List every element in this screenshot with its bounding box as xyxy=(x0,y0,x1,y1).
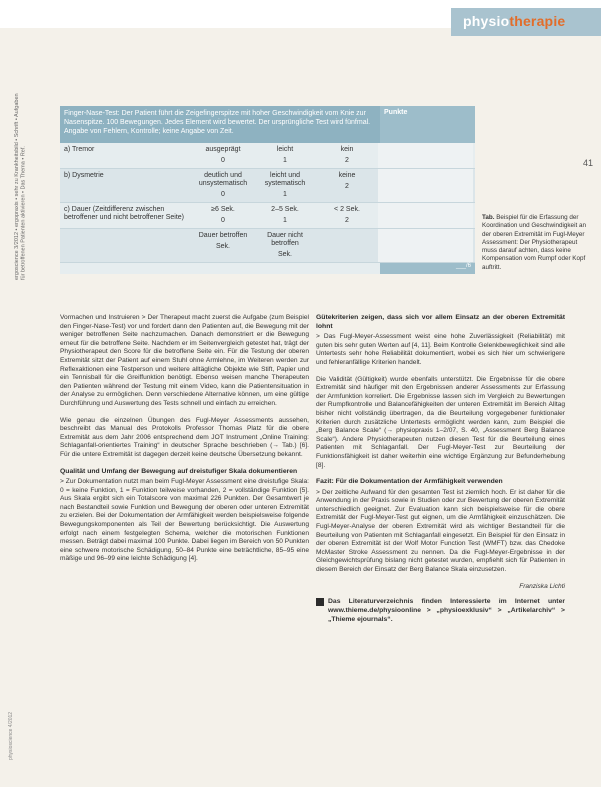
footer-vertical-text: physioscience 4/2012 xyxy=(8,711,14,760)
left-column xyxy=(60,314,309,572)
table-row xyxy=(60,203,475,229)
section-heading: Gütekriterien zeigen, dass sich vor allem Einsatz an der oberen Extremität lohnt xyxy=(316,314,565,330)
assessment-table xyxy=(60,106,475,274)
section-heading: Qualität und Umfang der Bewegung auf dreistufiger Skala dokumentieren xyxy=(60,467,298,475)
literature-note-text[interactable]: Das Literaturverzeichnis finden Interessierte im Internet unter www.thieme.de/physioonline > „physioexklusiv“ > „Artikelarchiv“ > „Thieme ejournals“. xyxy=(328,598,565,624)
table-row xyxy=(60,143,475,169)
table-header xyxy=(60,106,475,143)
caption-label: Tab. xyxy=(482,214,495,221)
table-header-points: Punkte xyxy=(380,106,475,143)
page-number: 41 xyxy=(582,158,593,168)
cell: Dauer betroffen Sek. xyxy=(198,232,248,250)
cell: < 2 Sek. 2 xyxy=(334,206,360,224)
brand-part-2: therapie xyxy=(509,13,566,29)
cell: ≥6 Sek. 0 xyxy=(211,206,235,224)
section-heading: Fazit: Für die Dokumentation der Armfähigkeit verwenden xyxy=(316,478,503,486)
cell: Dauer nicht betroffen Sek. xyxy=(267,232,303,258)
cell xyxy=(316,229,378,262)
row-label: c) Dauer (Zeitdifferenz zwischen betroffener und nicht betroffener Seite) xyxy=(64,206,184,221)
total-score: ___/6 xyxy=(380,263,475,274)
paragraph: Vormachen und Instruieren > Der Therapeut macht zuerst die Aufgabe (zum Beispiel den Finger-Nase-Test) vor und fordert dann den Patienten auf, die Bewegung mit der weniger betroffenen Seite nachzumachen. Danach demonstriert er die Bewegung erneut für die betroffene Seite. Nachdem er im Seitenvergleich getestet hat, trägt der Physiotherapeut den Score für die betroffene Seite ein. Für die Testung der oberen Extremität sitzt der Patient auf einem Stuhl ohne Armlehne, im Weiteren werden zur Reflexaktionen eine Testperson und weitere alltägliche Objekte wie Stift, Papier und ein Tennisball für die Greiffunktion benötigt. Ebenso weisen manche Therapeuten den Patienten während der Testung mit einem Video, kann die Patientensituation in der Analyse zu ermöglichen. Denn verschiedene Alternative können, um eine gültige Durchführung und Auswertung des Tests schnell und einfach zu erreichen. xyxy=(60,314,309,407)
cell: leicht 1 xyxy=(276,146,294,164)
caption-text: Beispiel für die Erfassung der Koordination und Geschwindigkeit an der oberen Extremität im Fugl-Meyer Assessment: Der Physiotherapeut muss darauf achten, dass keine Kompensation vom Rumpf oder Kopf auftritt. xyxy=(482,214,586,271)
brand-part-1: physio xyxy=(463,13,510,29)
row-label xyxy=(60,229,192,262)
points-cell xyxy=(378,143,473,168)
cell: kein 2 xyxy=(340,146,354,164)
paragraph: > Der zeitliche Aufwand für den gesamten Test ist ziemlich hoch. Er ist daher für die Anwendung in der Praxis sowie in Studien oder zur Bewertung der oberen Extremität unterschiedlich geeignet. Zur Evaluation kann sich beispielsweise für die obere Extremität der Fugl-Meyer-Test gut eignen, um die Armfähigkeit einzuschätzen. Die Fugl-Meyer-Analyse der oberen Extremität wird als wichtiger Bestandteil für die Beurteilung von Patienten mit Schlaganfall eingesetzt. Ein Beispiel für den Einsatz in der oberen Extremität ist der Wolf Motor Function Test (WMFT) bzw. das Chedoke McMaster Stroke Assessment zu nennen. Da die Fugl-Meyer-Ergebnisse in der Gleichgewichtsprüfung bislang nicht getestet wurden, empfiehlt sich für Patienten in diesem Bereich der Einsatz der Berg Balance Skala einzusetzen. xyxy=(316,488,565,574)
cell: 2–5 Sek. 1 xyxy=(271,206,299,224)
row-label: a) Tremor xyxy=(64,146,95,153)
right-column xyxy=(316,314,565,624)
author-signature: Franziska Lichti xyxy=(519,582,565,590)
row-label: b) Dysmetrie xyxy=(64,172,104,179)
paragraph: Wie genau die einzelnen Übungen des Fugl-Meyer Assessments aussehen, beschreibt das Manual des Protokolls Professor Thomas Platz für die obere Extremität aus dem Jahr 2006 entsprechend dem JOT Instrument „Online Training: Schlaganfall-orientiertes Training“ in deutscher Sprache beschrieben (→ Tab.) [6]. Für die untere Extremität ist dagegen derzeit keine deutsche Übersetzung bekannt. xyxy=(60,416,309,458)
table-row xyxy=(60,229,475,263)
points-cell xyxy=(378,169,473,202)
table-row xyxy=(60,169,475,203)
magazine-brand xyxy=(451,8,601,36)
cell: deutlich und unsystematisch 0 xyxy=(198,172,248,198)
literature-note xyxy=(316,597,565,624)
sidebar-vertical-text: ergoscience 3/2012 • ergopraxis • sehr zu Krankheitsbild • Schrift • Aufgaben für betroffenen Patienten aktivieren • Das Thema • Ref. xyxy=(14,93,27,280)
cell: keine 2 xyxy=(338,172,356,190)
square-bullet-icon xyxy=(316,598,324,606)
paragraph: Die Validität (Gültigkeit) wurde ebenfalls unterstützt. Die Ergebnisse für die obere Extremität sind häufiger mit den Ergebnissen anderer Assessments zur Erfassung der Armfunktion korreliert. Die Ergebnisse lassen sich im Vergleich zu Bewertungen der Rumpfkontrolle und Balancefähigkeiten der unteren Extremität im Bereich Alltag bisher nicht vollständig übertragen, da die Beurteilung vorgegebener funktionaler Kriterien durch zusätzliche Untertests ermöglicht werden kann, zum Beispiel die „Berg Balance Scale“ (→ physiopraxis 1–2/07, S. 40, „Assessment Berg Balance Scale“). Andere Physiotherapeuten nutzen diesen Test für die Beurteilung eines Patienten mit Schlaganfall. Der Fugl-Meyer-Test zur Beurteilung der Funktionsfähigkeit ist daher weiterhin eine wichtige Ergänzung zur Befunderhebung [8]. xyxy=(316,375,565,469)
cell: ausgeprägt 0 xyxy=(205,146,241,164)
points-cell xyxy=(378,203,473,228)
paragraph: > Das Fugl-Meyer-Assessment weist eine hohe Zuverlässigkeit (Reliabilität) mit guten bis sehr guten Werten auf [4, 11]. Beim Kontrolle Gelenkbeweglichkeit sind alle Untertests sehr hohe Reliabilität dokumentiert, wobei es sich hier um schwierigere und fehleranfällige Kriterien handelt. xyxy=(316,333,565,366)
cell: leicht und systematisch 1 xyxy=(264,172,306,198)
table-header-text: Finger-Nase-Test: Der Patient führt die Zeigefingerspitze mit hoher Geschwindigkeit vom Knie zur Nasenspitze. 100 Bewegungen. Jedes Element wird bewertet. Der ursprüngliche Test wird fünfmal. Angabe von Fehlern, Kontrolle; keine Angabe von Zeit. xyxy=(64,110,371,135)
table-footer xyxy=(60,263,475,274)
paragraph: > Zur Dokumentation nutzt man beim Fugl-Meyer Assessment eine dreistufige Skala: 0 = keine Funktion, 1 = Funktion teilweise vorhanden, 2 = vollständige Funktion [5]. Aus Skala ergibt sich ein Totalscore von maximal 226 Punkten. Der Gesamtwert je nach Bestandteil sowie Funktion und Bewegung der oberen oder unteren Extremität zu erzielen. Bei der Dokumentation der Armfähigkeit werden beispielsweise folgende Bewegungskomponenten als Teil der Bewertung berücksichtigt. Die Auswertung erfolgt nach einem festgelegten Schema, welcher die motorischen Funktionen messen. Beträgt dabei maximal 100 Punkte. Dabei liegen im Bereich von 50 Punkten eine schwere motorische Schädigung, 50–84 Punkte eine beträchtliche, 85–95 eine mäßige und 96–99 eine leichte Schädigung [4]. xyxy=(60,478,309,563)
table-caption xyxy=(482,214,592,272)
points-cell xyxy=(378,229,473,262)
